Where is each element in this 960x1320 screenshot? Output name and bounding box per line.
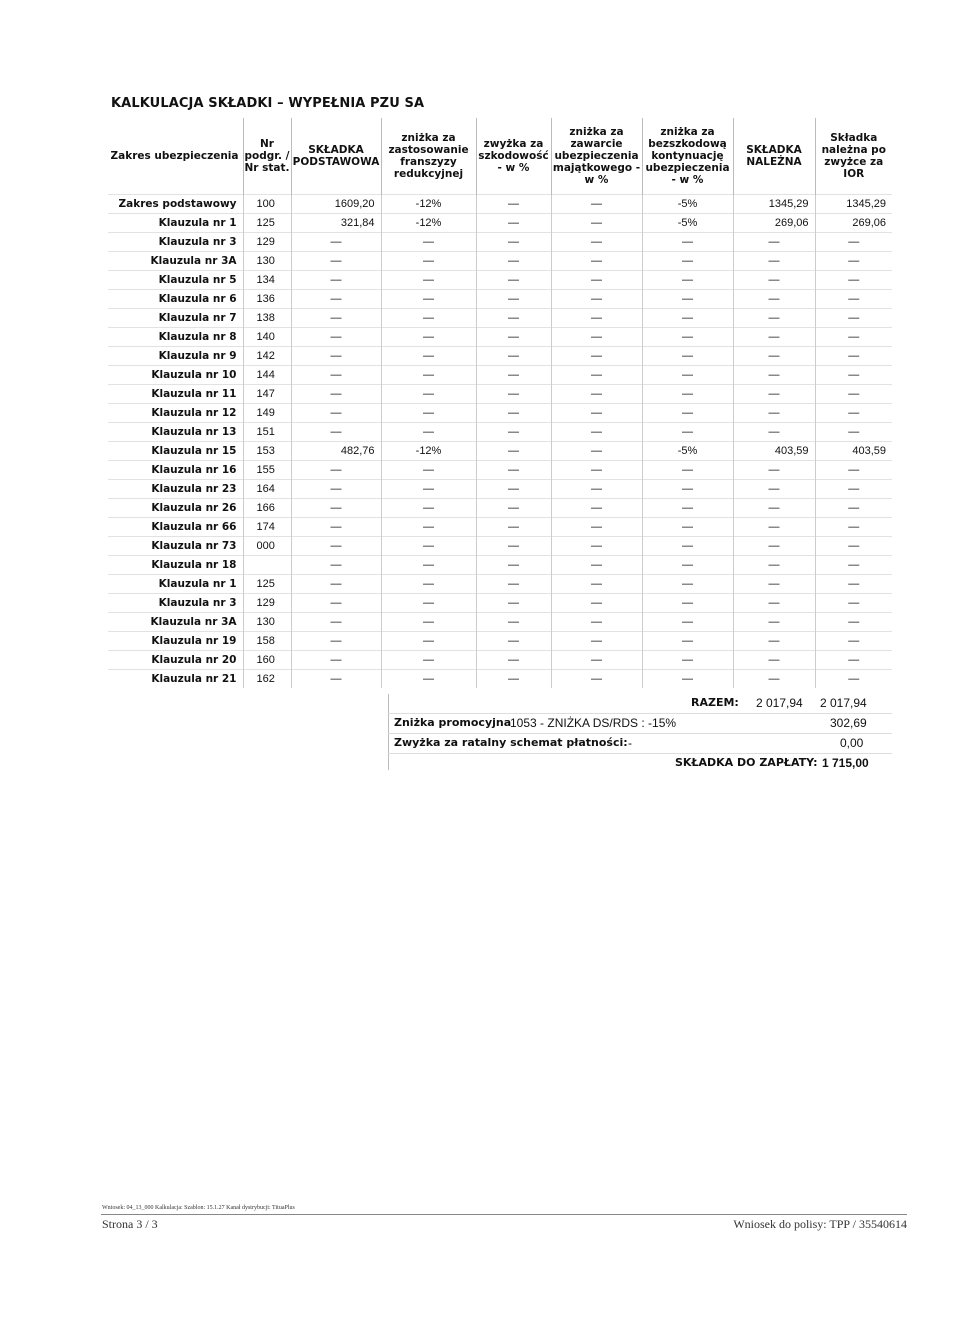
row-label: Klauzula nr 66 <box>108 518 243 537</box>
table-cell: — <box>551 442 642 461</box>
table-cell: 403,59 <box>815 442 892 461</box>
table-cell: — <box>733 670 815 689</box>
table-cell: 144 <box>243 366 291 385</box>
table-cell: — <box>476 556 551 575</box>
table-cell: — <box>551 195 642 214</box>
table-row <box>108 480 892 499</box>
row-label: Klauzula nr 8 <box>108 328 243 347</box>
table-cell: — <box>815 556 892 575</box>
table-cell: 129 <box>243 233 291 252</box>
table-row <box>108 461 892 480</box>
table-cell: — <box>551 670 642 689</box>
table-cell: 174 <box>243 518 291 537</box>
promo-label: Zniżka promocyjna <box>394 716 512 729</box>
table-cell: — <box>642 594 733 613</box>
table-cell: 1345,29 <box>733 195 815 214</box>
table-cell: — <box>291 461 381 480</box>
installment-surcharge-row <box>388 734 892 754</box>
table-cell: 155 <box>243 461 291 480</box>
table-cell: 482,76 <box>291 442 381 461</box>
table-cell: — <box>291 518 381 537</box>
table-row <box>108 309 892 328</box>
table-cell: — <box>476 651 551 670</box>
table-row <box>108 214 892 233</box>
table-row <box>108 670 892 689</box>
table-row <box>108 575 892 594</box>
table-cell: — <box>733 499 815 518</box>
table-cell: 140 <box>243 328 291 347</box>
table-cell: — <box>815 651 892 670</box>
table-cell: — <box>733 518 815 537</box>
table-cell: — <box>642 271 733 290</box>
table-cell: — <box>476 575 551 594</box>
razem-value-naleza: 2 017,94 <box>756 696 803 710</box>
table-cell: — <box>381 233 476 252</box>
table-cell: — <box>291 499 381 518</box>
table-row <box>108 252 892 271</box>
table-cell: 158 <box>243 632 291 651</box>
table-cell: — <box>551 214 642 233</box>
table-cell: — <box>291 271 381 290</box>
table-cell: — <box>291 613 381 632</box>
table-cell: — <box>291 480 381 499</box>
table-cell: — <box>381 537 476 556</box>
table-row <box>108 651 892 670</box>
footer-metadata: Wniosek: 04_13_000 Kalkulacja: Szablon: 15.1.27 Kanał dystrybucji: TituaPlus <box>102 1205 295 1211</box>
table-cell: 149 <box>243 404 291 423</box>
installment-label: Zwyżka za ratalny schemat płatności: <box>394 736 628 749</box>
table-cell: -5% <box>642 214 733 233</box>
table-cell: — <box>291 632 381 651</box>
table-cell: — <box>381 632 476 651</box>
row-label: Klauzula nr 23 <box>108 480 243 499</box>
table-cell: — <box>381 309 476 328</box>
table-cell: — <box>551 404 642 423</box>
table-cell: 153 <box>243 442 291 461</box>
row-label: Klauzula nr 7 <box>108 309 243 328</box>
table-cell: — <box>815 594 892 613</box>
table-cell <box>243 556 291 575</box>
table-cell: — <box>815 480 892 499</box>
table-cell: — <box>815 670 892 689</box>
table-cell: — <box>476 385 551 404</box>
promo-detail: 1053 - ZNIŻKA DS/RDS : -15% <box>510 716 677 730</box>
table-row <box>108 347 892 366</box>
table-cell: — <box>291 537 381 556</box>
table-cell: — <box>815 499 892 518</box>
table-cell: — <box>381 252 476 271</box>
table-cell: — <box>642 556 733 575</box>
table-cell: 151 <box>243 423 291 442</box>
table-cell: 138 <box>243 309 291 328</box>
table-cell: — <box>381 271 476 290</box>
table-cell: — <box>733 556 815 575</box>
row-label: Klauzula nr 18 <box>108 556 243 575</box>
table-cell: — <box>476 594 551 613</box>
table-cell: — <box>291 404 381 423</box>
table-cell: — <box>733 328 815 347</box>
table-cell: — <box>551 537 642 556</box>
table-cell: — <box>381 328 476 347</box>
row-label: Klauzula nr 21 <box>108 670 243 689</box>
table-cell: — <box>551 252 642 271</box>
column-header: zniżka za zastosowanie franszyzy redukcyjnej <box>381 118 476 195</box>
row-label: Klauzula nr 1 <box>108 575 243 594</box>
table-cell: — <box>642 347 733 366</box>
table-cell: 142 <box>243 347 291 366</box>
row-label: Klauzula nr 26 <box>108 499 243 518</box>
page-number: Strona 3 / 3 <box>102 1217 158 1231</box>
row-label: Klauzula nr 10 <box>108 366 243 385</box>
table-cell: — <box>551 271 642 290</box>
table-cell: — <box>381 670 476 689</box>
table-cell: — <box>476 347 551 366</box>
table-cell: — <box>551 575 642 594</box>
table-cell: — <box>381 613 476 632</box>
table-cell: — <box>815 309 892 328</box>
table-cell: — <box>291 423 381 442</box>
table-cell: — <box>381 347 476 366</box>
table-cell: — <box>815 271 892 290</box>
installment-detail: - <box>628 736 632 750</box>
table-cell: — <box>733 613 815 632</box>
table-cell: — <box>642 575 733 594</box>
table-cell: — <box>476 195 551 214</box>
row-label: Klauzula nr 1 <box>108 214 243 233</box>
table-row <box>108 518 892 537</box>
table-cell: — <box>642 252 733 271</box>
table-cell: — <box>642 480 733 499</box>
table-cell: — <box>381 461 476 480</box>
table-row <box>108 632 892 651</box>
table-cell: — <box>381 651 476 670</box>
table-cell: — <box>642 385 733 404</box>
table-cell: — <box>733 537 815 556</box>
table-cell: — <box>476 480 551 499</box>
table-cell: — <box>381 518 476 537</box>
row-label: Klauzula nr 6 <box>108 290 243 309</box>
table-cell: — <box>476 518 551 537</box>
table-cell: 125 <box>243 575 291 594</box>
table-cell: — <box>381 385 476 404</box>
table-cell: — <box>381 290 476 309</box>
table-cell: 136 <box>243 290 291 309</box>
table-cell: — <box>551 594 642 613</box>
table-row <box>108 290 892 309</box>
table-row <box>108 328 892 347</box>
table-cell: — <box>642 366 733 385</box>
table-cell: — <box>476 252 551 271</box>
table-cell: — <box>551 499 642 518</box>
table-cell: — <box>733 575 815 594</box>
table-cell: — <box>291 309 381 328</box>
summary-total-row <box>388 694 892 714</box>
table-cell: 166 <box>243 499 291 518</box>
table-cell: — <box>815 347 892 366</box>
table-cell: -12% <box>381 195 476 214</box>
table-cell: — <box>381 404 476 423</box>
table-row <box>108 556 892 575</box>
table-cell: — <box>733 347 815 366</box>
table-cell: — <box>551 518 642 537</box>
table-cell: -12% <box>381 214 476 233</box>
table-cell: 1345,29 <box>815 195 892 214</box>
table-cell: — <box>476 309 551 328</box>
row-label: Klauzula nr 3 <box>108 594 243 613</box>
table-cell: — <box>551 309 642 328</box>
table-cell: — <box>642 233 733 252</box>
razem-label: RAZEM: <box>691 696 739 709</box>
table-cell: — <box>291 233 381 252</box>
table-cell: — <box>551 347 642 366</box>
table-cell: 130 <box>243 613 291 632</box>
table-cell: — <box>476 233 551 252</box>
promo-discount-row <box>388 714 892 734</box>
table-cell: — <box>642 290 733 309</box>
row-label: Klauzula nr 73 <box>108 537 243 556</box>
table-cell: — <box>381 499 476 518</box>
table-header-row <box>108 118 892 195</box>
table-cell: -12% <box>381 442 476 461</box>
table-cell: — <box>551 290 642 309</box>
table-cell: 147 <box>243 385 291 404</box>
row-label: Zakres podstawowy <box>108 195 243 214</box>
table-cell: -5% <box>642 195 733 214</box>
table-cell: — <box>733 385 815 404</box>
table-row <box>108 195 892 214</box>
amount-due-label: SKŁADKA DO ZAPŁATY: <box>675 756 818 769</box>
table-cell: — <box>476 537 551 556</box>
table-row <box>108 233 892 252</box>
table-cell: — <box>733 404 815 423</box>
table-cell: — <box>476 423 551 442</box>
row-label: Klauzula nr 20 <box>108 651 243 670</box>
summary-block <box>388 694 892 773</box>
table-row <box>108 537 892 556</box>
table-cell: — <box>642 309 733 328</box>
table-cell: 162 <box>243 670 291 689</box>
table-cell: — <box>642 404 733 423</box>
row-label: Klauzula nr 3 <box>108 233 243 252</box>
table-row <box>108 442 892 461</box>
table-cell: — <box>733 423 815 442</box>
table-cell: — <box>381 423 476 442</box>
table-cell: — <box>551 385 642 404</box>
table-cell: — <box>642 632 733 651</box>
table-cell: — <box>476 328 551 347</box>
table-cell: 130 <box>243 252 291 271</box>
table-cell: — <box>291 252 381 271</box>
table-cell: 100 <box>243 195 291 214</box>
table-cell: — <box>476 442 551 461</box>
row-label: Klauzula nr 3A <box>108 613 243 632</box>
table-cell: — <box>381 480 476 499</box>
table-row <box>108 366 892 385</box>
table-cell: — <box>476 670 551 689</box>
table-cell: — <box>381 594 476 613</box>
table-row <box>108 499 892 518</box>
table-cell: — <box>551 480 642 499</box>
table-cell: — <box>815 404 892 423</box>
premium-calculation-table <box>108 118 892 688</box>
table-cell: — <box>381 575 476 594</box>
table-cell: — <box>815 632 892 651</box>
column-header: SKŁADKA NALEŻNA <box>733 118 815 195</box>
table-cell: 134 <box>243 271 291 290</box>
row-label: Klauzula nr 16 <box>108 461 243 480</box>
table-cell: — <box>551 613 642 632</box>
table-cell: — <box>381 366 476 385</box>
table-cell: — <box>476 366 551 385</box>
column-header: SKŁADKA PODSTAWOWA <box>291 118 381 195</box>
table-cell: — <box>815 537 892 556</box>
table-cell: — <box>733 309 815 328</box>
row-label: Klauzula nr 19 <box>108 632 243 651</box>
table-cell: — <box>815 461 892 480</box>
table-cell: — <box>476 461 551 480</box>
table-cell: — <box>815 423 892 442</box>
table-row <box>108 385 892 404</box>
table-cell: — <box>733 480 815 499</box>
table-cell: 321,84 <box>291 214 381 233</box>
table-cell: — <box>642 651 733 670</box>
table-cell: — <box>815 252 892 271</box>
table-cell: — <box>815 385 892 404</box>
table-cell: — <box>551 366 642 385</box>
table-cell: — <box>733 233 815 252</box>
table-row <box>108 404 892 423</box>
table-row <box>108 271 892 290</box>
table-row <box>108 594 892 613</box>
table-cell: 269,06 <box>815 214 892 233</box>
table-cell: — <box>733 632 815 651</box>
table-cell: 269,06 <box>733 214 815 233</box>
table-cell: — <box>476 613 551 632</box>
table-cell: 164 <box>243 480 291 499</box>
table-cell: — <box>733 366 815 385</box>
table-cell: — <box>815 518 892 537</box>
column-header: Zakres ubezpieczenia <box>110 150 239 162</box>
table-cell: — <box>642 461 733 480</box>
table-cell: — <box>551 556 642 575</box>
row-label: Klauzula nr 3A <box>108 252 243 271</box>
table-cell: — <box>733 271 815 290</box>
table-cell: — <box>733 461 815 480</box>
table-cell: 000 <box>243 537 291 556</box>
table-cell: — <box>476 290 551 309</box>
page-title: KALKULACJA SKŁADKI – WYPEŁNIA PZU SA <box>111 96 425 111</box>
table-cell: — <box>642 499 733 518</box>
row-label: Klauzula nr 12 <box>108 404 243 423</box>
amount-due-value: 1 715,00 <box>822 756 869 770</box>
column-header: zniżka za zawarcie ubezpieczenia majątkowego - w % <box>551 118 642 195</box>
table-cell: — <box>642 537 733 556</box>
table-cell: — <box>476 499 551 518</box>
table-cell: — <box>815 233 892 252</box>
table-row <box>108 423 892 442</box>
table-cell: — <box>815 366 892 385</box>
table-cell: — <box>551 423 642 442</box>
row-label: Klauzula nr 15 <box>108 442 243 461</box>
table-body <box>108 195 892 689</box>
amount-due-row <box>388 754 892 773</box>
table-cell: — <box>291 290 381 309</box>
row-label: Klauzula nr 13 <box>108 423 243 442</box>
table-cell: — <box>476 214 551 233</box>
column-header: Składka należna po zwyżce za IOR <box>815 118 892 195</box>
table-cell: — <box>381 556 476 575</box>
table-cell: — <box>642 518 733 537</box>
table-cell: — <box>642 423 733 442</box>
table-cell: — <box>815 613 892 632</box>
column-header: zniżka za bezszkodową kontynuację ubezpieczenia - w % <box>642 118 733 195</box>
table-cell: — <box>291 328 381 347</box>
table-cell: — <box>291 556 381 575</box>
table-cell: — <box>733 651 815 670</box>
table-row <box>108 613 892 632</box>
table-cell: — <box>642 328 733 347</box>
table-cell: — <box>551 632 642 651</box>
footer-divider <box>101 1214 907 1215</box>
table-cell: — <box>551 461 642 480</box>
table-cell: 160 <box>243 651 291 670</box>
table-cell: — <box>642 613 733 632</box>
row-label: Klauzula nr 5 <box>108 271 243 290</box>
table-cell: — <box>291 594 381 613</box>
column-header: Nr podgr. / Nr stat. <box>243 118 291 195</box>
table-cell: — <box>291 575 381 594</box>
table-cell: — <box>551 328 642 347</box>
razem-value-ior: 2 017,94 <box>820 696 867 710</box>
table-cell: — <box>291 385 381 404</box>
table-cell: — <box>476 632 551 651</box>
table-cell: — <box>642 670 733 689</box>
table-cell: — <box>733 290 815 309</box>
application-number: Wniosek do polisy: TPP / 35540614 <box>733 1217 907 1231</box>
table-cell: — <box>291 670 381 689</box>
row-label: Klauzula nr 9 <box>108 347 243 366</box>
table-cell: — <box>476 271 551 290</box>
table-cell: — <box>733 252 815 271</box>
table-cell: — <box>815 290 892 309</box>
table-cell: — <box>291 366 381 385</box>
table-cell: 1609,20 <box>291 195 381 214</box>
column-header: zwyżka za szkodowość - w % <box>476 118 551 195</box>
table-cell: — <box>551 651 642 670</box>
table-cell: — <box>291 347 381 366</box>
table-cell: — <box>476 404 551 423</box>
table-cell: — <box>815 328 892 347</box>
table-cell: 125 <box>243 214 291 233</box>
promo-value: 302,69 <box>830 716 867 730</box>
row-label: Klauzula nr 11 <box>108 385 243 404</box>
table-cell: — <box>815 575 892 594</box>
table-cell: -5% <box>642 442 733 461</box>
installment-value: 0,00 <box>840 736 864 750</box>
table-cell: — <box>733 594 815 613</box>
table-cell: — <box>551 233 642 252</box>
table-cell: — <box>291 651 381 670</box>
table-cell: 403,59 <box>733 442 815 461</box>
table-cell: 129 <box>243 594 291 613</box>
